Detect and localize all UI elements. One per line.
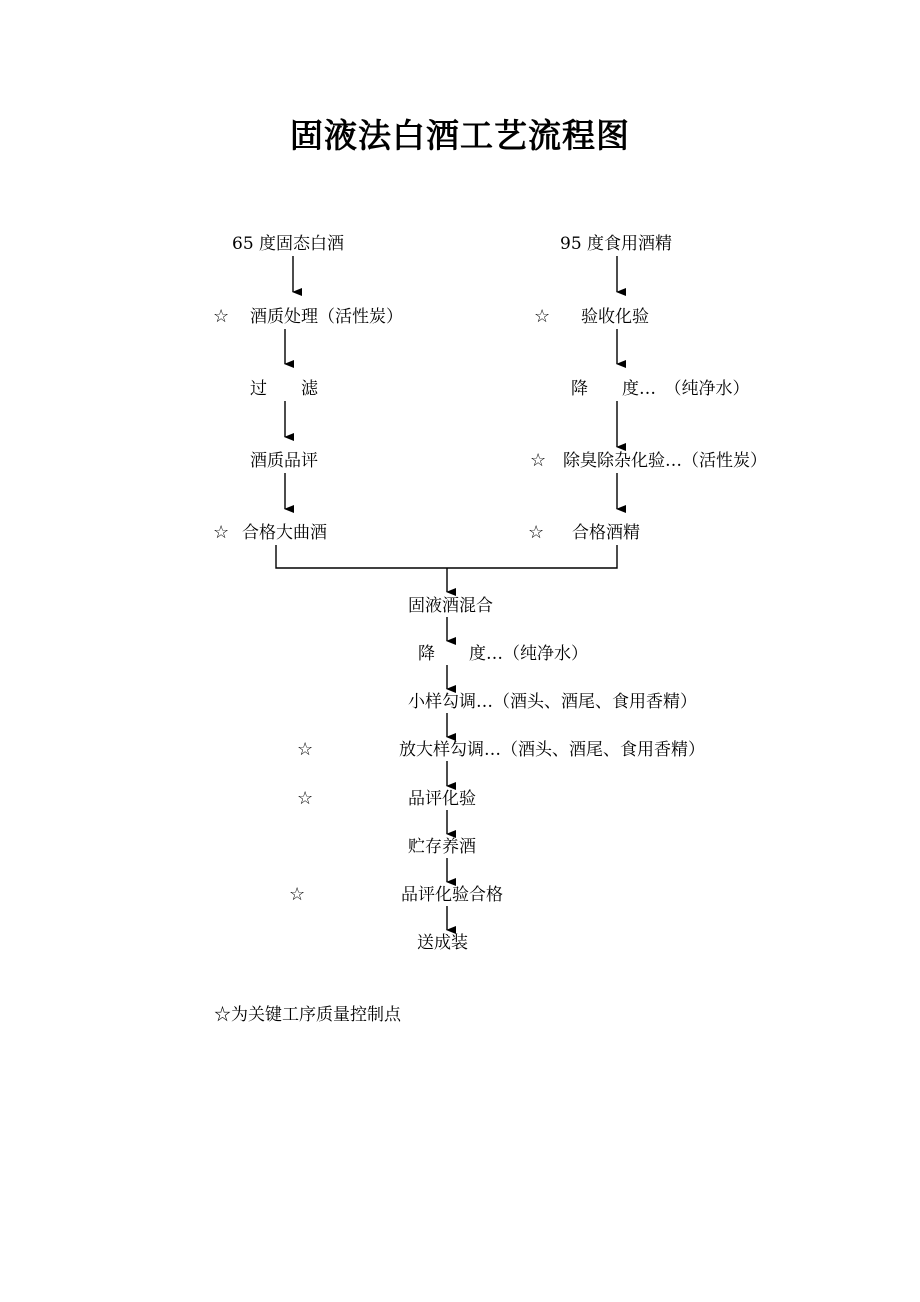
right-step3-star-icon: ☆ (530, 450, 547, 471)
dilute-label: 降 度…（纯净水） (418, 644, 588, 664)
large-blend-label: 放大样勾调…（酒头、酒尾、食用香精） (399, 740, 705, 760)
left-step3-label: 酒质品评 (250, 451, 318, 471)
right-step3-label: 除臭除杂化验…（活性炭） (563, 451, 767, 471)
right-source-label: 95 度食用酒精 (560, 234, 673, 254)
left-step1-label: 酒质处理（活性炭） (250, 307, 403, 327)
large-blend-star-icon: ☆ (297, 739, 314, 760)
left-step1-star-icon: ☆ (213, 306, 230, 327)
right-step1-star-icon: ☆ (534, 306, 551, 327)
tasting-label: 品评化验 (408, 789, 476, 809)
tasting-star-icon: ☆ (297, 788, 314, 809)
final-check-label: 品评化验合格 (401, 885, 503, 905)
left-step2-label: 过 滤 (250, 379, 318, 399)
left-source-label: 65 度固态白酒 (232, 234, 345, 254)
page-title: 固液法白酒工艺流程图 (290, 116, 630, 155)
right-step1-label: 验收化验 (581, 307, 649, 327)
legend-note: ☆为关键工序质量控制点 (214, 1005, 401, 1025)
small-blend-label: 小样勾调…（酒头、酒尾、食用香精） (408, 692, 697, 712)
final-check-star-icon: ☆ (289, 884, 306, 905)
storage-label: 贮存养酒 (408, 837, 476, 857)
left-step4-label: 合格大曲酒 (242, 523, 327, 543)
merge-bracket (276, 545, 617, 568)
right-step4-star-icon: ☆ (528, 522, 545, 543)
dispatch-label: 送成装 (417, 933, 468, 953)
right-step2-label: 降 度… （纯净水） (571, 379, 750, 399)
mix-label: 固液酒混合 (408, 596, 493, 616)
right-step4-label: 合格酒精 (572, 523, 640, 543)
left-step4-star-icon: ☆ (213, 522, 230, 543)
